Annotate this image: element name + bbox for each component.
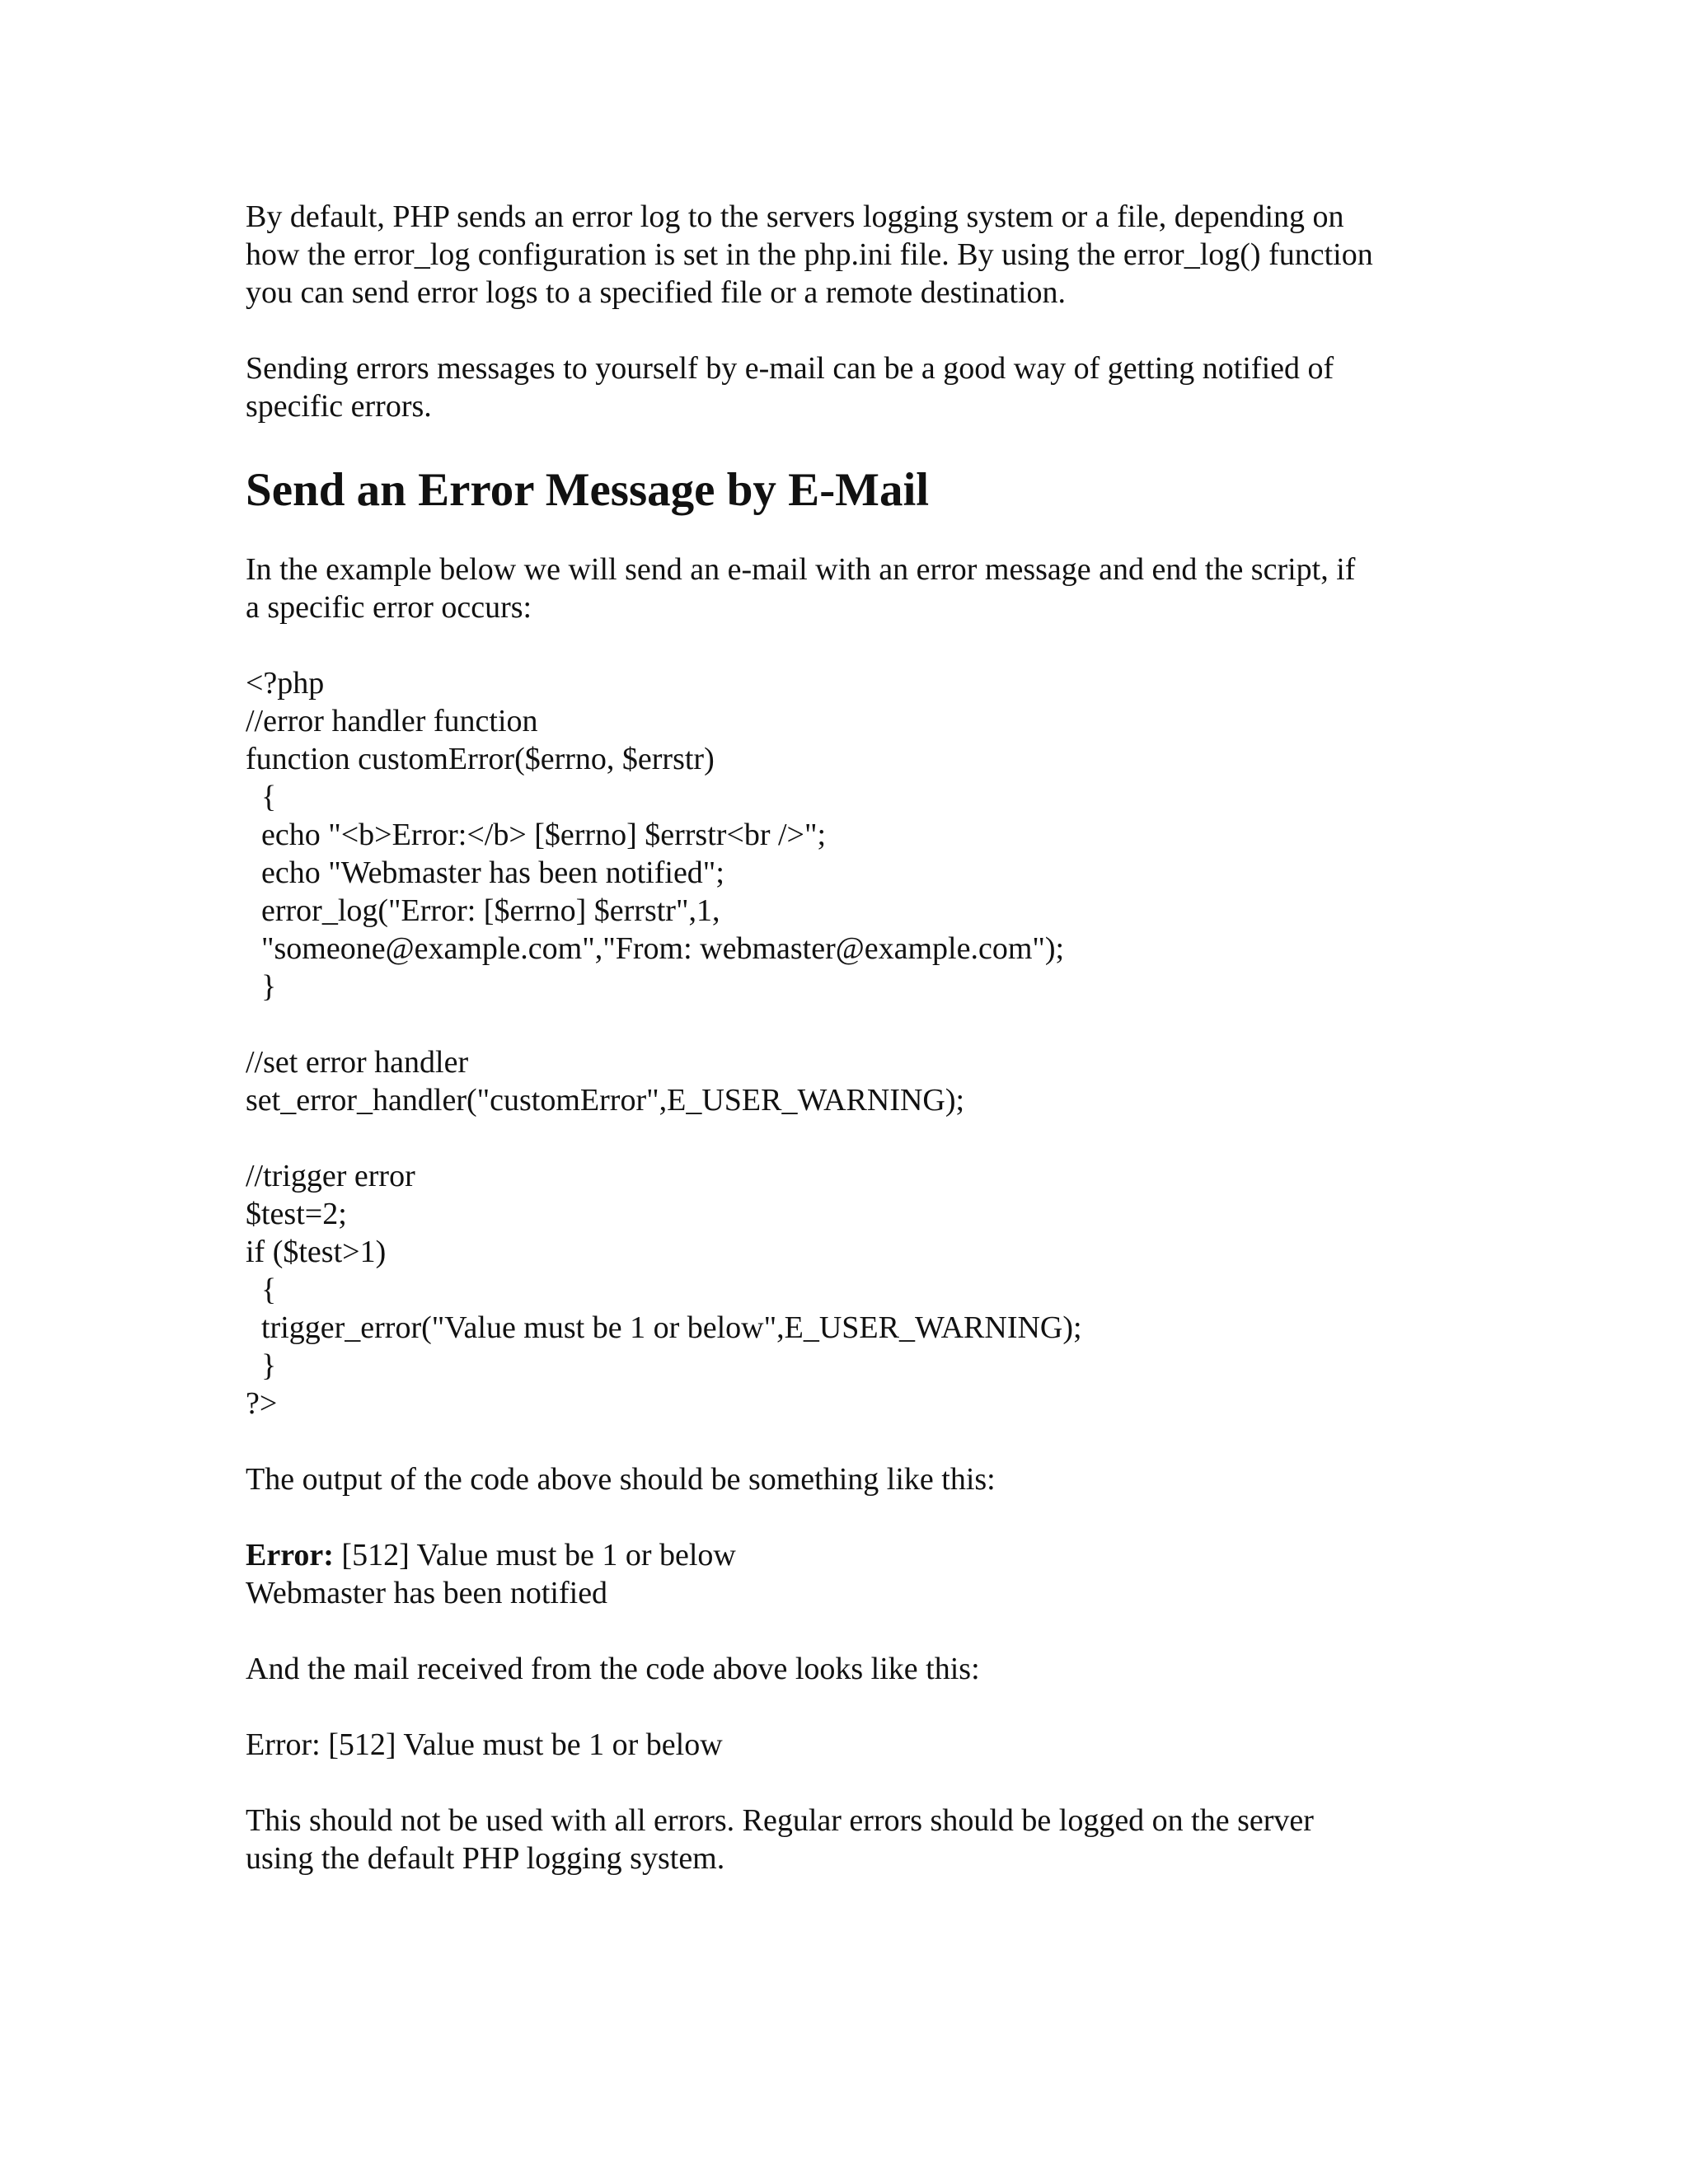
code-example	[246, 664, 1449, 1422]
document-page	[246, 198, 1449, 1877]
code-line: //set error handler	[246, 1045, 469, 1080]
closing-paragraph	[246, 1802, 1449, 1877]
code-line: set_error_handler("customError",E_USER_WARNING);	[246, 1083, 965, 1118]
intro-paragraph-1	[246, 198, 1449, 312]
text-line: And the mail received from the code above looks like this:	[246, 1652, 980, 1686]
text-line: specific errors.	[246, 389, 432, 424]
mail-example	[246, 1726, 1449, 1764]
output-intro	[246, 1460, 1449, 1498]
code-line: }	[246, 969, 277, 1004]
code-line: }	[246, 1348, 277, 1383]
code-line: //trigger error	[246, 1159, 415, 1193]
mail-text-line: Error: [512] Value must be 1 or below	[246, 1727, 723, 1762]
output-error-line	[246, 1536, 1449, 1574]
text-line: you can send error logs to a specified file or a remote destination.	[246, 275, 1067, 310]
text-line: This should not be used with all errors. Regular errors should be logged on the server	[246, 1803, 1314, 1838]
section-lead-paragraph	[246, 551, 1449, 626]
text-line: a specific error occurs:	[246, 590, 532, 625]
code-line: trigger_error("Value must be 1 or below",E_USER_WARNING);	[246, 1310, 1082, 1345]
section-heading: Send an Error Message by E-Mail	[246, 464, 930, 516]
output-example	[246, 1536, 1449, 1612]
output-notified-line: Webmaster has been notified	[246, 1576, 608, 1610]
code-line	[246, 1005, 1449, 1043]
code-line	[246, 1119, 1449, 1157]
text-line: By default, PHP sends an error log to the servers logging system or a file, depending on	[246, 199, 1344, 234]
code-line: {	[246, 1272, 277, 1307]
code-line: <?php	[246, 666, 325, 701]
code-line: if ($test>1)	[246, 1235, 387, 1269]
text-line: In the example below we will send an e-mail with an error message and end the script, if	[246, 552, 1356, 587]
code-line: $test=2;	[246, 1197, 347, 1231]
error-label: Error:	[246, 1538, 334, 1572]
intro-paragraph-2	[246, 349, 1449, 425]
code-line: echo "Webmaster has been notified";	[246, 855, 724, 890]
code-line: ?>	[246, 1386, 278, 1421]
text-line: how the error_log configuration is set in the php.ini file. By using the error_log() function	[246, 237, 1373, 272]
text-line: The output of the code above should be something like this:	[246, 1462, 996, 1497]
mail-intro	[246, 1650, 1449, 1688]
code-line: //error handler function	[246, 704, 538, 738]
code-line: "someone@example.com","From: webmaster@example.com");	[246, 931, 1065, 966]
code-line: {	[246, 780, 277, 814]
code-line: error_log("Error: [$errno] $errstr",1,	[246, 893, 720, 928]
text-line: Sending errors messages to yourself by e-mail can be a good way of getting notified of	[246, 351, 1334, 386]
text-line: using the default PHP logging system.	[246, 1841, 725, 1876]
error-text: [512] Value must be 1 or below	[333, 1538, 736, 1572]
code-line: echo "<b>Error:</b> [$errno] $errstr<br />";	[246, 818, 827, 852]
code-line: function customError($errno, $errstr)	[246, 742, 715, 776]
